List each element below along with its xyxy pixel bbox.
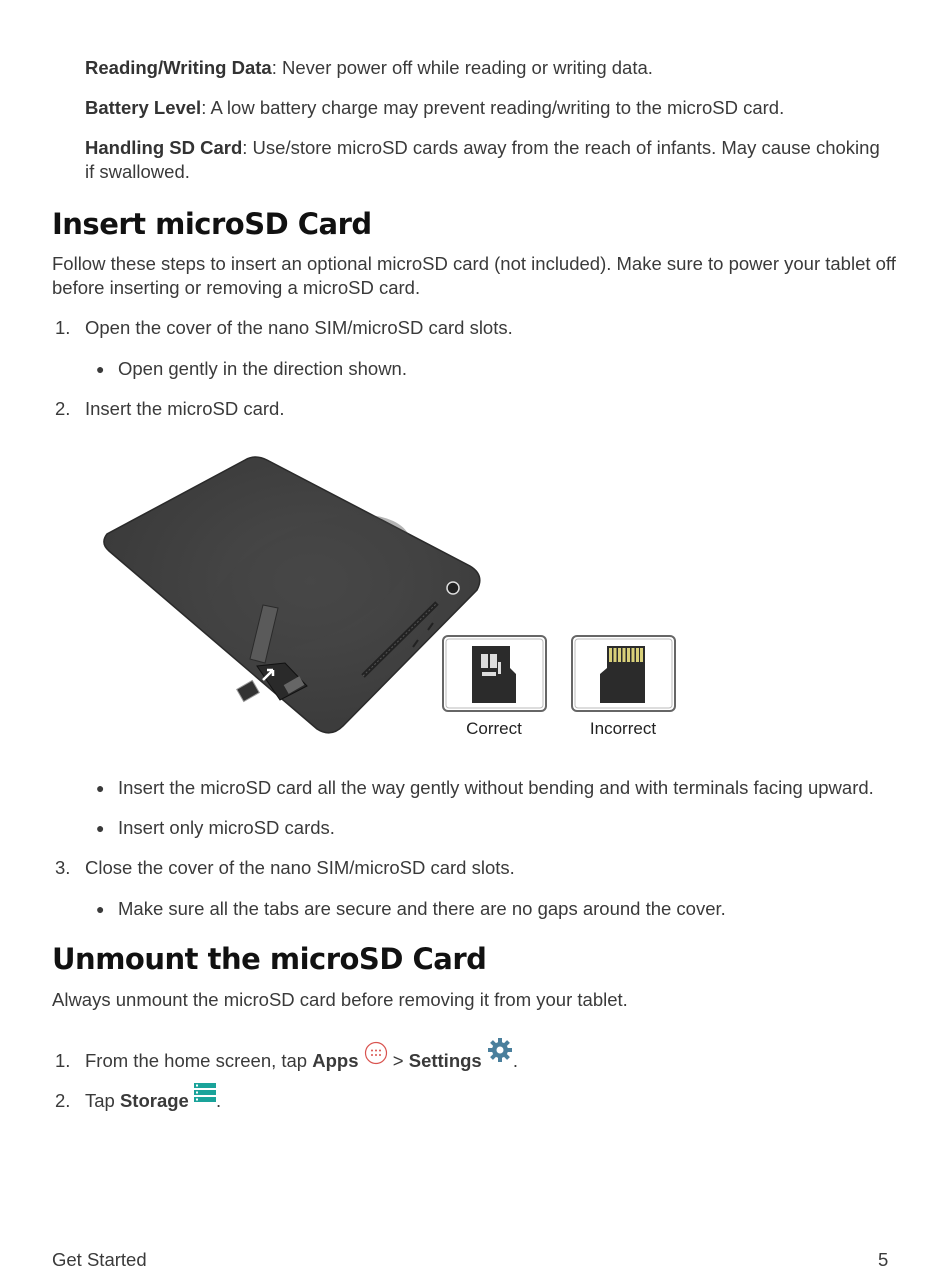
bullet-icon: ●: [96, 901, 105, 917]
settings-label: Settings: [408, 1050, 482, 1071]
bullet-text: Insert the microSD card all the way gently without bending and with terminals facing upward.: [118, 777, 874, 798]
step-text: Close the cover of the nano SIM/microSD card slots.: [85, 857, 515, 878]
step-text: Insert the microSD card.: [85, 398, 285, 419]
unmount-intro: Always unmount the microSD card before removing it from your tablet.: [52, 989, 628, 1010]
bullet-icon: ●: [96, 820, 105, 836]
note-label: Handling SD Card: [85, 137, 243, 158]
step-text: From the home screen, tap: [85, 1050, 313, 1071]
correct-label: Correct: [466, 719, 522, 738]
unmount-step-1: [55, 1037, 915, 1075]
step-text: Tap: [85, 1090, 120, 1111]
note-label: Reading/Writing Data: [85, 57, 272, 78]
footer-page-number: 5: [878, 1249, 889, 1270]
unmount-section-heading: Unmount the microSD Card: [52, 942, 487, 976]
note-text: : Use/store microSD cards away from the reach of infants. May cause choking if swallowed.: [85, 137, 880, 182]
step-text: Open the cover of the nano SIM/microSD card slots.: [85, 317, 513, 338]
insert-intro: Follow these steps to insert an optional microSD card (not included). Make sure to power your tablet off before inserting or removing a microSD card.: [52, 253, 896, 298]
step-number: 1.: [55, 317, 71, 338]
bullet-text: Insert only microSD cards.: [118, 817, 335, 838]
storage-label: Storage: [119, 1090, 189, 1111]
step-number: 2.: [55, 398, 71, 419]
insert-step-3: [55, 856, 915, 880]
insert-step-2-bullet: [96, 776, 916, 800]
unmount-step-2: [55, 1083, 915, 1115]
step-number: 1.: [55, 1050, 71, 1071]
bullet-text: Make sure all the tabs are secure and there are no gaps around the cover.: [118, 898, 726, 919]
apps-label: Apps: [312, 1050, 359, 1071]
microsd-insertion-figure: [95, 448, 695, 748]
insert-step-1-bullet: [96, 357, 916, 381]
storage-icon: [194, 1083, 216, 1115]
footer-section-name: Get Started: [52, 1249, 147, 1270]
note-battery-level: [85, 96, 885, 120]
step-number: 3.: [55, 857, 71, 878]
note-label: Battery Level: [85, 97, 202, 118]
tablet-illustration: [104, 457, 480, 733]
apps-icon: [364, 1041, 388, 1075]
step-suffix: .: [216, 1090, 222, 1111]
insert-step-2-bullet: [96, 816, 916, 840]
incorrect-label: Incorrect: [589, 719, 657, 738]
bullet-icon: ●: [96, 361, 105, 377]
correct-orientation-box: [443, 636, 546, 711]
step-separator: >: [387, 1050, 409, 1071]
note-handling-sd-card: [85, 136, 885, 184]
settings-gear-icon: [487, 1037, 513, 1075]
note-reading-writing: [85, 56, 885, 80]
bullet-icon: ●: [96, 780, 105, 796]
note-text: : A low battery charge may prevent reading/writing to the microSD card.: [201, 97, 785, 118]
insert-step-2: [55, 397, 915, 421]
insert-section-heading: Insert microSD Card: [52, 207, 372, 241]
insert-step-1: [55, 316, 915, 340]
insert-step-3-bullet: [96, 897, 916, 921]
step-suffix: .: [512, 1050, 518, 1071]
incorrect-orientation-box: [572, 636, 675, 711]
bullet-text: Open gently in the direction shown.: [118, 358, 407, 379]
step-number: 2.: [55, 1090, 71, 1111]
note-text: : Never power off while reading or writing data.: [271, 57, 653, 78]
